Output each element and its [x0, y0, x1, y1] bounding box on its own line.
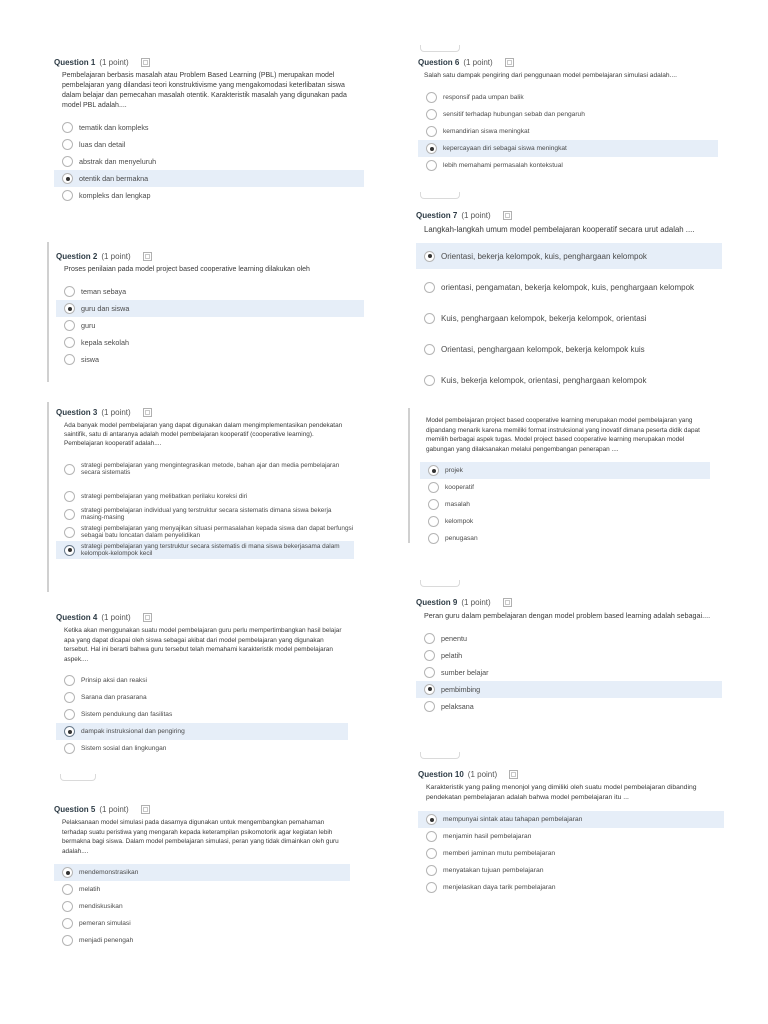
question-3: [56, 408, 354, 559]
radio-button[interactable]: [62, 139, 73, 150]
answer-option[interactable]: lebih memahami permasalah kontekstual: [418, 157, 718, 174]
question-9: [416, 598, 722, 715]
answer-option[interactable]: Sarana dan prasarana: [56, 689, 348, 706]
radio-button[interactable]: [426, 109, 437, 120]
radio-button[interactable]: [64, 692, 75, 703]
question-text: Peran guru dalam pembelajaran dengan model problem based learning adalah sebagai....: [424, 611, 711, 620]
radio-button[interactable]: [426, 143, 437, 154]
radio-button[interactable]: [64, 743, 75, 754]
answer-option[interactable]: Kuis, bekerja kelompok, orientasi, penghargaan kelompok: [416, 367, 722, 393]
radio-button[interactable]: [424, 633, 435, 644]
answer-option[interactable]: responsif pada umpan balik: [418, 89, 718, 106]
radio-button[interactable]: [426, 865, 437, 876]
answer-option[interactable]: memberi jaminan mutu pembelajaran: [418, 845, 724, 862]
answer-option[interactable]: penentu: [416, 630, 722, 647]
flag-icon[interactable]: [143, 613, 152, 622]
radio-button[interactable]: [64, 320, 75, 331]
answer-option[interactable]: menjadi penengah: [54, 932, 350, 949]
answer-option[interactable]: kompleks dan lengkap: [54, 187, 364, 204]
answer-option-selected[interactable]: Orientasi, bekerja kelompok, kuis, penghargaan kelompok: [416, 243, 722, 269]
answer-option[interactable]: pemeran simulasi: [54, 915, 350, 932]
question-text: Ada banyak model pembelajaran yang dapat digunakan dalam mengimplementasikan pendekatan saintifik, satu di antaranya adalah model pembelajaran kooperatif (cooperative learning). Pembelajaran kooperatif adalah....: [64, 422, 343, 447]
question-number: Question 4: [56, 613, 98, 622]
answer-option[interactable]: strategi pembelajaran yang menyajikan situasi permasalahan kepada siswa dan dapat berfungsi sebagai batu loncatan dalam penyelidikan: [56, 523, 354, 541]
question-number: Question 2: [56, 252, 98, 261]
radio-button[interactable]: [424, 667, 435, 678]
answer-option-selected[interactable]: projek: [420, 462, 710, 479]
answer-option[interactable]: luas dan detail: [54, 136, 364, 153]
flag-icon[interactable]: [143, 252, 152, 261]
answer-option[interactable]: teman sebaya: [56, 283, 364, 300]
radio-button[interactable]: [424, 375, 435, 386]
radio-button[interactable]: [62, 173, 73, 184]
question-number: Question 1: [54, 58, 96, 67]
answer-option[interactable]: menyatakan tujuan pembelajaran: [418, 862, 724, 879]
radio-button[interactable]: [426, 848, 437, 859]
question-points: (1 point): [463, 58, 493, 67]
radio-button[interactable]: [424, 701, 435, 712]
radio-button[interactable]: [428, 499, 439, 510]
radio-button[interactable]: [426, 92, 437, 103]
answer-option-selected[interactable]: dampak instruksional dan pengiring: [56, 723, 348, 740]
answer-option[interactable]: melatih: [54, 881, 350, 898]
answer-option[interactable]: kepala sekolah: [56, 334, 364, 351]
radio-button[interactable]: [424, 313, 435, 324]
answer-option[interactable]: pelaksana: [416, 698, 722, 715]
answer-option[interactable]: kelompok: [420, 513, 710, 530]
radio-button[interactable]: [428, 482, 439, 493]
answer-option[interactable]: Kuis, penghargaan kelompok, bekerja kelompok, orientasi: [416, 305, 722, 331]
question-5: [54, 805, 350, 949]
answer-option[interactable]: mendiskusikan: [54, 898, 350, 915]
flag-icon[interactable]: [503, 211, 512, 220]
answer-option[interactable]: strategi pembelajaran yang melibatkan perilaku koreksi diri: [56, 488, 354, 505]
answer-option[interactable]: masalah: [420, 496, 710, 513]
answer-option[interactable]: Sistem pendukung dan fasilitas: [56, 706, 348, 723]
radio-button[interactable]: [426, 831, 437, 842]
question-1: [54, 58, 364, 204]
question-10: [418, 770, 724, 896]
flag-icon[interactable]: [505, 58, 514, 67]
answer-option-selected[interactable]: otentik dan bermakna: [54, 170, 364, 187]
question-points: (1 point): [101, 408, 131, 417]
answer-option[interactable]: kemandirian siswa meningkat: [418, 123, 718, 140]
question-points: (1 point): [99, 805, 129, 814]
answer-option[interactable]: Prinsip aksi dan reaksi: [56, 672, 348, 689]
answer-option[interactable]: pelatih: [416, 647, 722, 664]
answer-option-selected[interactable]: mempunyai sintak atau tahapan pembelajaran: [418, 811, 724, 828]
question-text: Ketika akan menggunakan suatu model pembelajaran guru perlu mempertimbangkan hasil belajar apa yang dapat dicapai oleh siswa sebagai akibat dari model pembelajaran yang digunakan tersebut. Hal ini berarti bahwa guru tersebut telah memahami karakteristik model pembelajaran aspek....: [64, 627, 342, 663]
radio-button[interactable]: [62, 901, 73, 912]
answer-option-selected[interactable]: mendemonstrasikan: [54, 864, 350, 881]
question-text: Model pembelajaran project based cooperative learning merupakan model pembelajaran yang dipandang menarik karena memiliki format instruksional yang inovatif dimana peserta didik dapat memilih berbagai aspek tugas. Model project based cooperative learning merupakan model gabungan yang dilaksanakan melalui pengembangan penerapan ....: [426, 417, 700, 453]
answer-option[interactable]: siswa: [56, 351, 364, 368]
question-6: [418, 58, 718, 174]
flag-icon[interactable]: [509, 770, 518, 779]
answer-option[interactable]: penugasan: [420, 530, 710, 547]
radio-button[interactable]: [64, 709, 75, 720]
panel-tab: [420, 45, 460, 52]
radio-button[interactable]: [64, 509, 75, 520]
answer-option[interactable]: menjamin hasil pembelajaran: [418, 828, 724, 845]
radio-button[interactable]: [64, 464, 75, 475]
question-points: (1 point): [101, 613, 131, 622]
question-text: Pelaksanaan model simulasi pada dasarnya digunakan untuk mengembangkan pemahaman terhadap suatu peristiwa yang mengarah kepada keterampilan psikomotorik agar kegiatan lebih bermakna bagi siswa. Dalam model pembelajaran simulasi, peran yang tidak dimainkan oleh guru adalah....: [62, 819, 339, 855]
question-number: Question 7: [416, 211, 458, 220]
question-7: [416, 211, 722, 393]
panel-tab: [420, 192, 460, 199]
question-8: [420, 412, 710, 547]
radio-button[interactable]: [64, 675, 75, 686]
question-points: (1 point): [461, 598, 491, 607]
question-text: Karakteristik yang paling menonjol yang dimiliki oleh suatu model pembelajaran dibanding pendekatan pembelajaran adalah bahwa model pembelajaran itu ...: [426, 784, 697, 801]
answer-option-selected[interactable]: pembimbing: [416, 681, 722, 698]
radio-button[interactable]: [424, 251, 435, 262]
flag-icon[interactable]: [141, 58, 150, 67]
radio-button[interactable]: [426, 160, 437, 171]
answer-option[interactable]: kooperatif: [420, 479, 710, 496]
radio-button[interactable]: [62, 867, 73, 878]
panel-tab: [60, 774, 96, 781]
answer-option[interactable]: Orientasi, penghargaan kelompok, bekerja kelompok kuis: [416, 336, 722, 362]
radio-button[interactable]: [62, 122, 73, 133]
panel-tab: [420, 580, 460, 587]
question-text: Salah satu dampak pengiring dari penggunaan model pembelajaran simulasi adalah....: [424, 72, 677, 79]
question-points: (1 point): [461, 211, 491, 220]
radio-button[interactable]: [64, 337, 75, 348]
radio-button[interactable]: [64, 545, 75, 556]
radio-button[interactable]: [424, 684, 435, 695]
radio-button[interactable]: [428, 533, 439, 544]
answer-option[interactable]: Sistem sosial dan lingkungan: [56, 740, 348, 757]
radio-button[interactable]: [64, 303, 75, 314]
question-number: Question 10: [418, 770, 464, 779]
question-border: [408, 408, 410, 543]
radio-button[interactable]: [64, 354, 75, 365]
question-number: Question 9: [416, 598, 458, 607]
radio-button[interactable]: [424, 344, 435, 355]
radio-button[interactable]: [426, 882, 437, 893]
answer-option[interactable]: strategi pembelajaran yang mengintegrasikan metode, bahan ajar dan media pembelajaran secara sistematis: [56, 460, 354, 478]
radio-button[interactable]: [426, 126, 437, 137]
radio-button[interactable]: [62, 884, 73, 895]
question-text: Pembelajaran berbasis masalah atau Problem Based Learning (PBL) merupakan model pembelajaran yang dilandasi teori konstruktivisme yang mengakomodasi keterlibatan siswa dalam belajar dan pemecahan masalah otentik. Karakteristik masalah yang digunakan pada model PBL adalah....: [62, 72, 347, 109]
radio-button[interactable]: [64, 527, 75, 538]
radio-button[interactable]: [62, 935, 73, 946]
question-points: (1 point): [467, 770, 498, 779]
radio-button[interactable]: [64, 726, 75, 737]
answer-option[interactable]: tematik dan kompleks: [54, 119, 364, 136]
answer-option[interactable]: menjelaskan daya tarik pembelajaran: [418, 879, 724, 896]
flag-icon[interactable]: [503, 598, 512, 607]
question-number: Question 3: [56, 408, 98, 417]
radio-button[interactable]: [424, 282, 435, 293]
radio-button[interactable]: [64, 491, 75, 502]
question-points: (1 point): [99, 58, 129, 67]
answer-option-selected[interactable]: strategi pembelajaran yang terstruktur secara sistematis di mana siswa bekerjasama dalam kelompok-kelompok kecil: [56, 541, 354, 559]
radio-button[interactable]: [428, 516, 439, 527]
question-2: [56, 252, 364, 368]
question-border: [47, 242, 49, 382]
question-number: Question 6: [418, 58, 460, 67]
answer-option[interactable]: orientasi, pengamatan, bekerja kelompok, kuis, penghargaan kelompok: [416, 274, 722, 300]
flag-icon[interactable]: [141, 805, 150, 814]
radio-button[interactable]: [62, 190, 73, 201]
answer-option[interactable]: strategi pembelajaran individual yang terstruktur secara sistematis dimana siswa bekerja masing-masing: [56, 505, 354, 523]
answer-option[interactable]: abstrak dan menyeluruh: [54, 153, 364, 170]
radio-button[interactable]: [428, 465, 439, 476]
answer-option-selected[interactable]: kepercayaan diri sebagai siswa meningkat: [418, 140, 718, 157]
radio-button[interactable]: [426, 814, 437, 825]
answer-option[interactable]: guru: [56, 317, 364, 334]
question-text: Proses penilaian pada model project based cooperative learning dilakukan oleh: [64, 266, 310, 273]
question-text: Langkah-langkah umum model pembelajaran kooperatif secara urut adalah ....: [424, 225, 695, 234]
answer-option[interactable]: sensitif terhadap hubungan sebab dan pengaruh: [418, 106, 718, 123]
question-number: Question 5: [54, 805, 96, 814]
flag-icon[interactable]: [143, 408, 152, 417]
question-4: [56, 613, 348, 757]
radio-button[interactable]: [64, 286, 75, 297]
radio-button[interactable]: [62, 156, 73, 167]
radio-button[interactable]: [424, 650, 435, 661]
question-border: [47, 402, 49, 592]
answer-option[interactable]: sumber belajar: [416, 664, 722, 681]
question-points: (1 point): [101, 252, 131, 261]
answer-option-selected[interactable]: guru dan siswa: [56, 300, 364, 317]
panel-tab: [420, 752, 460, 759]
radio-button[interactable]: [62, 918, 73, 929]
